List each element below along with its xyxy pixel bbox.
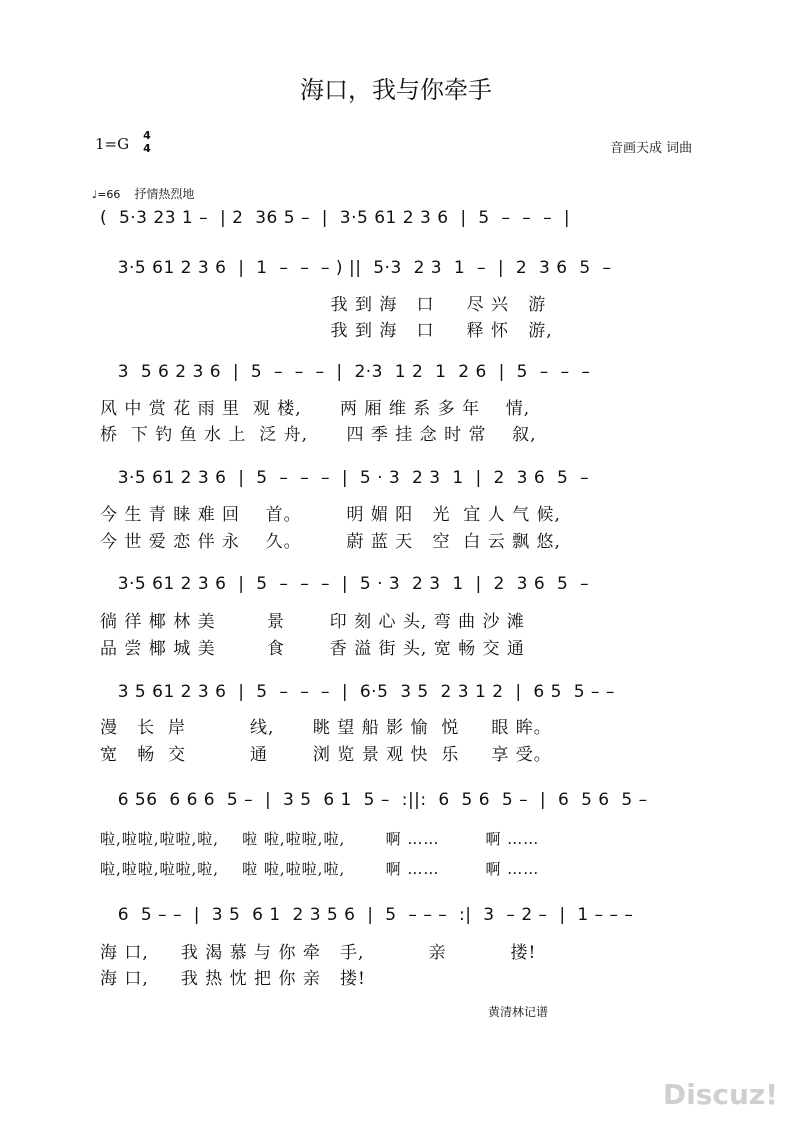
lyric-row-2-verse-1: 我 到 海 口 尽 兴 游 — [100, 295, 547, 315]
lyric-row-7-verse-2: 啦,啦啦,啦啦,啦, 啦 啦,啦啦,啦, 啊 …… 啊 …… — [100, 860, 540, 878]
time-top: 4 — [143, 129, 151, 142]
notation-row-3: 3 5 6 2 3 6 | 5 – – – | 2·3 1 2 1 2 6 | 5 – – – — [100, 362, 591, 382]
notation-row-5: 3·5 61 2 3 6 | 5 – – – | 5 · 3 2 3 1 | 2 3 6 5 – — [100, 574, 590, 594]
time-signature — [140, 129, 154, 155]
song-title: 海口，我与你牵手 — [300, 76, 492, 104]
lyric-row-7-verse-1: 啦,啦啦,啦啦,啦, 啦 啦,啦啦,啦, 啊 …… 啊 …… — [100, 830, 540, 848]
mood-mark: 抒情热烈地 — [134, 187, 195, 201]
lyric-row-3-verse-1: 风 中 赏 花 雨 里 观 楼, 两 厢 维 系 多 年 情, — [100, 399, 531, 419]
lyric-row-8-verse-1: 海 口, 我 渴 慕 与 你 牵 手, 亲 搂! — [100, 943, 537, 963]
time-bottom: 4 — [143, 142, 151, 155]
lyric-row-4-verse-2: 今 世 爱 恋 伴 永 久。 蔚 蓝 天 空 白 云 飘 悠, — [100, 532, 561, 552]
lyric-row-6-verse-2: 宽 畅 交 通 浏 览 景 观 快 乐 享 受。 — [100, 745, 552, 765]
notation-row-1: ( 5·3 23 1 – | 2 36 5 – | 3·5 61 2 3 6 | 5 – – – | — [100, 208, 571, 228]
notation-row-7: 6 56 6 6 6 5 – | 3 5 6 1 5 – :||: 6 5 6 5 – | 6 5 6 5 – — [100, 790, 648, 810]
lyric-row-5-verse-1: 徜 徉 椰 林 美 景 印 刻 心 头, 弯 曲 沙 滩 — [100, 612, 525, 632]
tempo — [92, 185, 194, 202]
lyric-row-4-verse-1: 今 生 青 睐 难 回 首。 明 媚 阳 光 宜 人 气 候, — [100, 505, 561, 525]
lyric-row-8-verse-2: 海 口, 我 热 忱 把 你 亲 搂! — [100, 969, 366, 989]
lyric-row-2-verse-2: 我 到 海 口 释 怀 游, — [100, 321, 553, 341]
author: 音画天成 词曲 — [610, 141, 693, 156]
notation-row-6: 3 5 61 2 3 6 | 5 – – – | 6·5 3 5 2 3 1 2 | 6 5 5 – – — [100, 682, 615, 702]
notation-row-8: 6 5 – – | 3 5 6 1 2 3 5 6 | 5 – – – :| 3 – 2 – | 1 – – – — [100, 905, 634, 925]
notation-row-4: 3·5 61 2 3 6 | 5 – – – | 5 · 3 2 3 1 | 2 3 6 5 – — [100, 468, 590, 488]
lyric-row-3-verse-2: 桥 下 钓 鱼 水 上 泛 舟, 四 季 挂 念 时 常 叙, — [100, 425, 537, 445]
lyric-row-6-verse-1: 漫 长 岸 线, 眺 望 船 影 愉 悦 眼 眸。 — [100, 718, 552, 738]
tempo-mark: ♩=66 — [92, 188, 121, 201]
key-signature: 1=G — [95, 135, 130, 153]
transcriber-credit: 黄清林记谱 — [488, 1005, 549, 1019]
notation-row-2: 3·5 61 2 3 6 | 1 – – – ) || 5·3 2 3 1 – | 2 3 6 5 – — [100, 258, 612, 278]
watermark: Discuz! — [662, 1078, 778, 1111]
lyric-row-5-verse-2: 品 尝 椰 城 美 食 香 溢 街 头, 宽 畅 交 通 — [100, 639, 525, 659]
